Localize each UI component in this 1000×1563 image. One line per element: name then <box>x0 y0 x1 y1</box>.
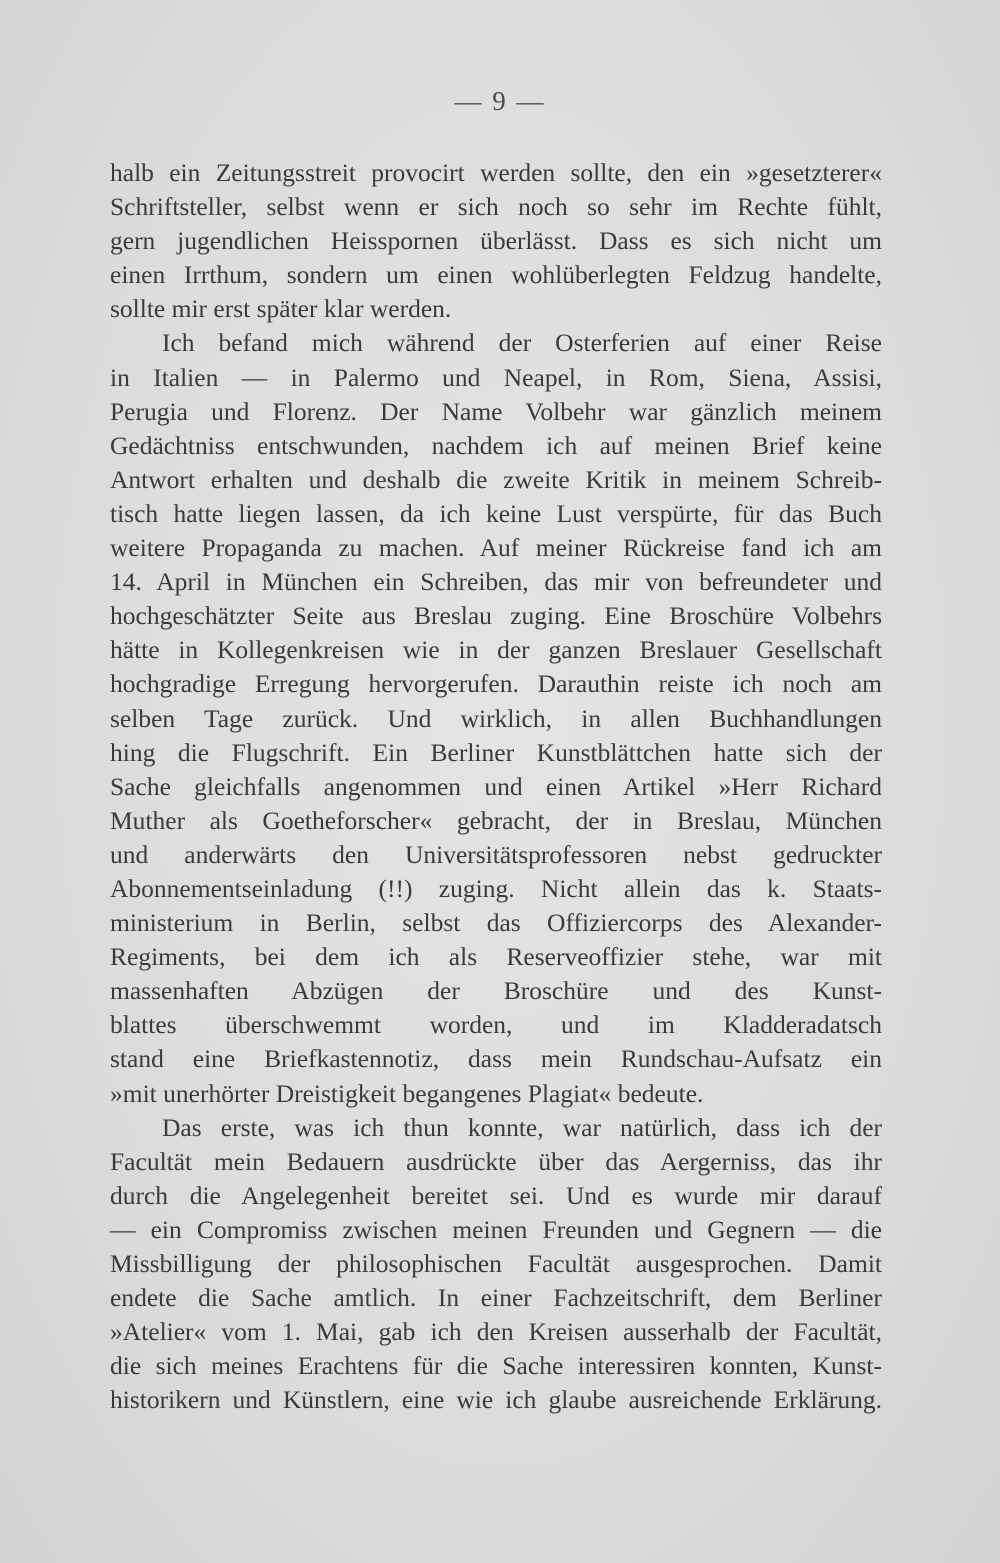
text-line: Regiments, bei dem ich als Reserveoffizier stehe, war mit <box>110 942 882 972</box>
text-line: selben Tage zurück. Und wirklich, in allen Buchhandlungen <box>110 703 882 733</box>
text-line: Perugia und Florenz. Der Name Volbehr war gänzlich meinem <box>110 396 882 426</box>
text-line: tisch hatte liegen lassen, da ich keine Lust verspürte, für das Buch <box>110 498 882 528</box>
text-line: endete die Sache amtlich. In einer Fachzeitschrift, dem Berliner <box>110 1283 882 1313</box>
text-line: stand eine Briefkastennotiz, dass mein Rundschau-Aufsatz ein <box>110 1044 882 1074</box>
text-line: die sich meines Erachtens für die Sache interessiren konnten, Kunst- <box>110 1351 882 1381</box>
text-line: hochgeschätzter Seite aus Breslau zuging. Eine Broschüre Volbehrs <box>110 601 882 631</box>
body-text <box>110 156 882 1417</box>
text-line: Schriftsteller, selbst wenn er sich noch so sehr im Rechte fühlt, <box>110 192 882 222</box>
text-line: historikern und Künstlern, eine wie ich glaube ausreichende Erklärung. <box>110 1385 882 1415</box>
text-line: weitere Propaganda zu machen. Auf meiner Rückreise fand ich am <box>110 533 882 563</box>
page-number: — 9 — <box>454 86 546 116</box>
text-line: durch die Angelegenheit bereitet sei. Und es wurde mir darauf <box>110 1180 882 1210</box>
text-line: »Atelier« vom 1. Mai, gab ich den Kreisen ausserhalb der Facultät, <box>110 1317 882 1347</box>
text-line: Antwort erhalten und deshalb die zweite Kritik in meinem Schreib- <box>110 464 882 494</box>
text-line: einen Irrthum, sondern um einen wohlüberlegten Feldzug handelte, <box>110 260 882 290</box>
text-line: Facultät mein Bedauern ausdrückte über das Aergerniss, das ihr <box>110 1146 882 1176</box>
text-line: Sache gleichfalls angenommen und einen Artikel »Herr Richard <box>110 771 882 801</box>
text-line: hätte in Kollegenkreisen wie in der ganzen Breslauer Gesellschaft <box>110 635 882 665</box>
text-line: Gedächtniss entschwunden, nachdem ich auf meinen Brief keine <box>110 430 882 460</box>
text-line: Ich befand mich während der Osterferien auf einer Reise <box>162 328 882 358</box>
text-line: gern jugendlichen Heisspornen überlässt. Dass es sich nicht um <box>110 226 882 256</box>
text-line: halb ein Zeitungsstreit provocirt werden sollte, den ein »gesetzterer« <box>110 158 882 187</box>
text-line: hochgradige Erregung hervorgerufen. Darauthin reiste ich noch am <box>110 669 882 699</box>
text-line: Missbilligung der philosophischen Facultät ausgesprochen. Damit <box>110 1249 882 1278</box>
text-line: sollte mir erst später klar werden. <box>110 294 452 324</box>
text-line: Abonnementseinladung (!!) zuging. Nicht allein das k. Staats- <box>110 873 882 903</box>
text-line: blattes überschwemmt worden, und im Kladderadatsch <box>110 1010 882 1040</box>
text-line: in Italien — in Palermo und Neapel, in Rom, Siena, Assisi, <box>110 362 882 392</box>
text-line: hing die Flugschrift. Ein Berliner Kunstblättchen hatte sich der <box>110 737 882 767</box>
text-line: und anderwärts den Universitätsprofessoren nebst gedruckter <box>110 839 882 869</box>
text-line: Das erste, was ich thun konnte, war natürlich, dass ich der <box>162 1112 882 1142</box>
text-line: Muther als Goetheforscher« gebracht, der in Breslau, München <box>110 805 882 835</box>
text-line: massenhaften Abzügen der Broschüre und des Kunst- <box>110 976 882 1006</box>
text-line: — ein Compromiss zwischen meinen Freunden und Gegnern — die <box>110 1214 882 1244</box>
text-line: »mit unerhörter Dreistigkeit begangenes Plagiat« bedeute. <box>110 1078 704 1108</box>
text-line: 14. April in München ein Schreiben, das mir von befreundeter und <box>110 567 882 597</box>
text-line: ministerium in Berlin, selbst das Offiziercorps des Alexander- <box>110 908 882 938</box>
